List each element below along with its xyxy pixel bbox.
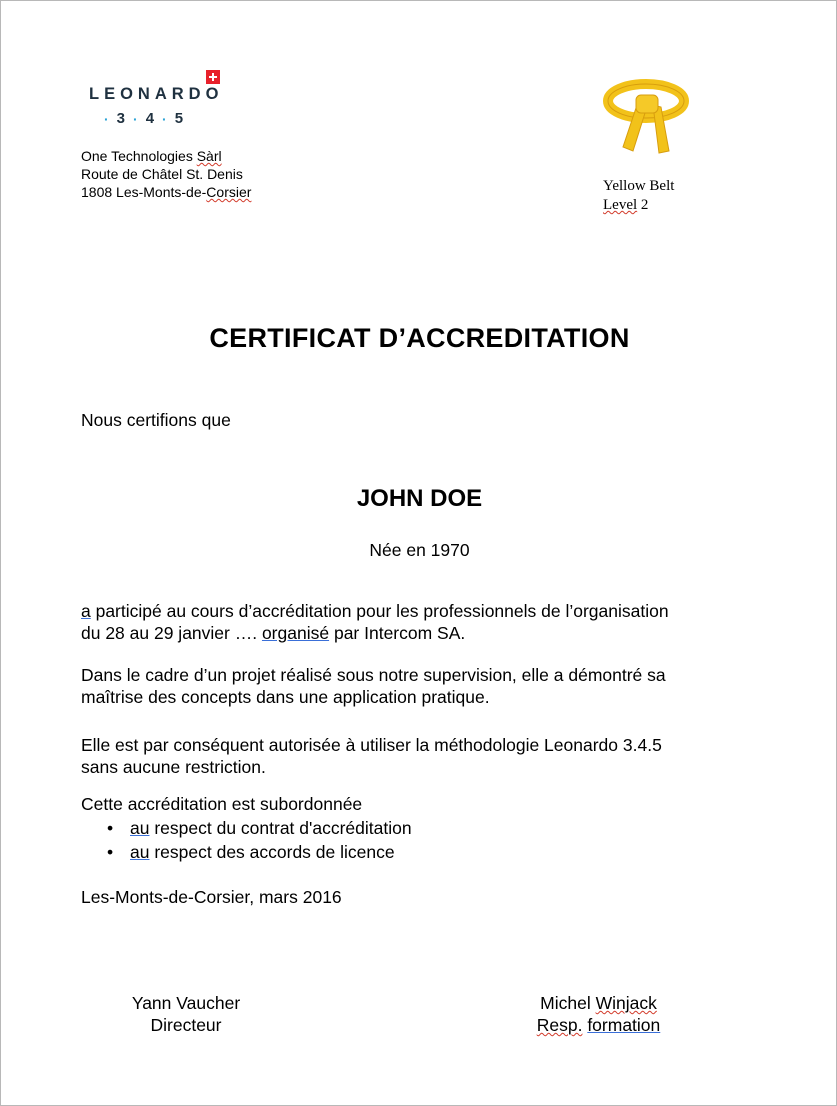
paragraph-supervision: Dans le cadre d’un projet réalisé sous notre supervision, elle a démontré sa maîtrise des concepts dans une application pratique. <box>81 665 666 707</box>
address-line-street: Route de Châtel St. Denis <box>81 166 243 182</box>
recipient-name: JOHN DOE <box>356 485 483 512</box>
leonardo-logo-name: LEONARDO <box>89 85 224 103</box>
yellow-belt-icon <box>601 75 691 161</box>
signer-left-name: Yann Vaucher <box>131 993 241 1013</box>
belt-level: Level 2 <box>603 197 649 213</box>
address-line-company: One Technologies Sàrl <box>81 148 222 164</box>
signer-right-role: Resp. formation <box>536 1015 661 1035</box>
recipient-birth: Née en 1970 <box>369 540 470 560</box>
signature-right <box>516 992 681 1036</box>
paragraph-authorization: Elle est par conséquent autorisée à utiliser la méthodologie Leonardo 3.4.5 sans aucune restriction. <box>81 735 662 777</box>
leonardo-logo-digits: · 3 · 4 · 5 <box>104 110 184 127</box>
paragraph-participation: a participé au cours d’accréditation pour les professionnels de l’organisation du 28 au 29 janvier …. organisé par Intercom SA. <box>81 601 669 643</box>
swiss-flag-icon <box>206 70 220 84</box>
company-address <box>81 147 251 201</box>
list-item: • au respect du contrat d'accréditation <box>81 816 412 840</box>
address-line-city: 1808 Les-Monts-de-Corsier <box>81 184 252 200</box>
belt-name: Yellow Belt <box>603 178 675 194</box>
certificate-title: CERTIFICAT D’ACCREDITATION <box>209 323 630 353</box>
intro-text: Nous certifions que <box>81 410 231 430</box>
list-item: • au respect des accords de licence <box>81 840 412 864</box>
place-date: Les-Monts-de-Corsier, mars 2016 <box>81 887 342 907</box>
belt-level-text <box>603 177 674 215</box>
signer-right-name: Michel Winjack <box>540 993 657 1013</box>
conditions-lead: Cette accréditation est subordonnée <box>81 794 363 814</box>
conditions-list <box>81 816 412 864</box>
signature-left <box>111 992 261 1036</box>
signer-left-role: Directeur <box>150 1015 222 1035</box>
